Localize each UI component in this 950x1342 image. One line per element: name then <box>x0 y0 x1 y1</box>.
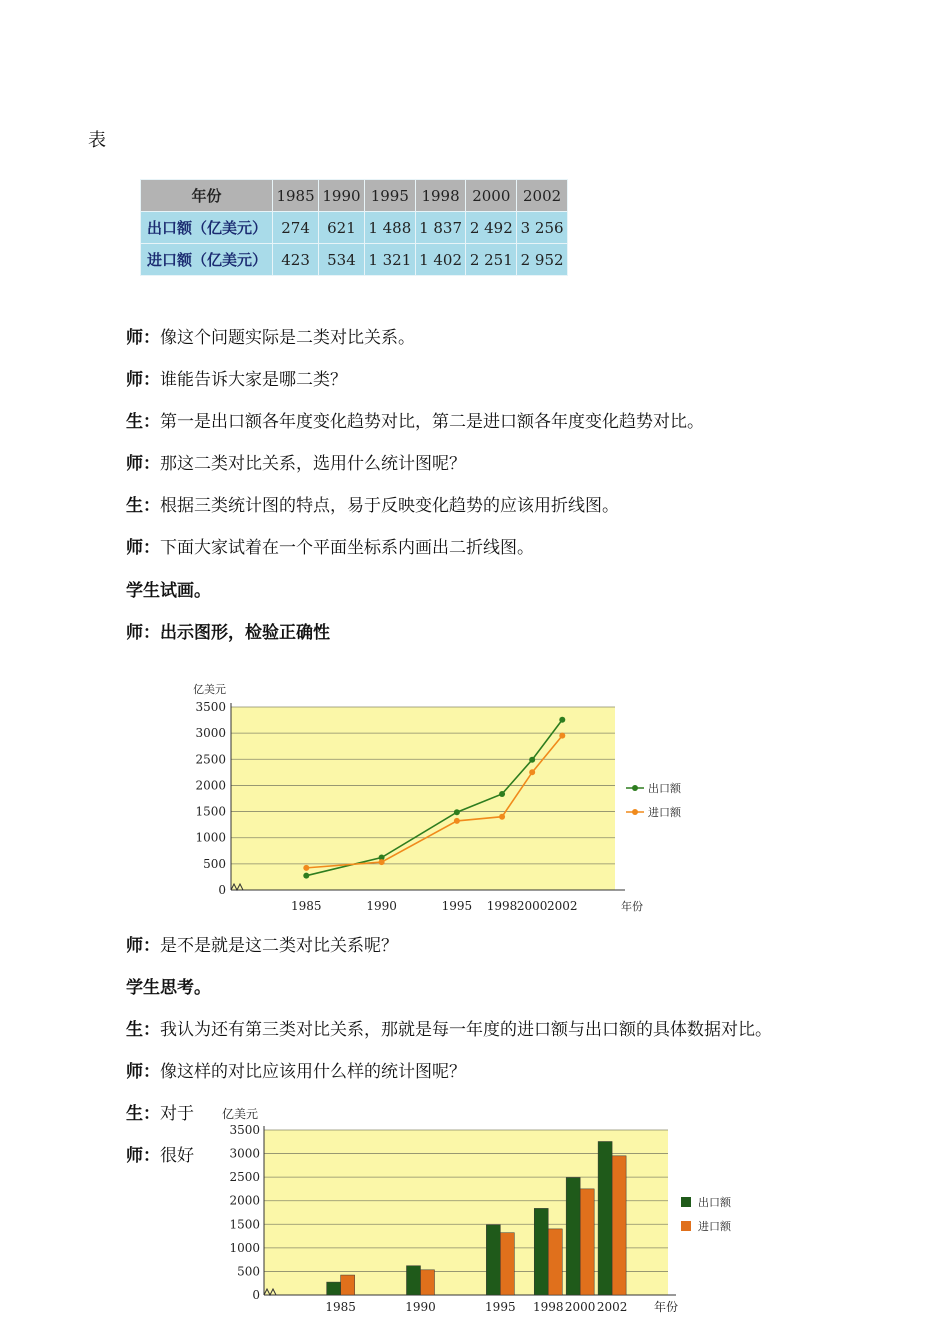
speaker-label: 师： <box>126 370 160 390</box>
speaker-label: 生： <box>126 412 160 432</box>
x-tick-label: 2000 <box>564 1300 596 1314</box>
y-axis-label: 亿美元 <box>222 1107 259 1121</box>
x-tick-label: 1998 <box>532 1300 564 1314</box>
speaker-label: 师： <box>126 1062 160 1082</box>
data-point <box>559 717 565 723</box>
bar <box>327 1282 341 1295</box>
bar-chart <box>214 1100 754 1325</box>
bar <box>341 1275 355 1295</box>
table-cell: 423 <box>273 244 319 276</box>
dialogue-line <box>126 935 398 957</box>
x-tick-label: 1985 <box>325 1300 356 1314</box>
data-point <box>454 809 460 815</box>
table-cell: 621 <box>319 212 365 244</box>
speaker-label: 生： <box>126 496 160 516</box>
data-point <box>529 757 535 763</box>
table-cell: 1 488 <box>364 212 415 244</box>
table-cell: 2 492 <box>466 212 517 244</box>
y-tick-label: 2500 <box>195 752 226 767</box>
legend-label: 进口额 <box>648 806 681 819</box>
table-header-cell: 1998 <box>415 180 466 212</box>
table-row <box>141 244 568 276</box>
data-point <box>529 769 535 775</box>
legend-marker <box>632 809 638 815</box>
bar <box>566 1178 580 1295</box>
dialogue-line <box>126 1145 194 1167</box>
data-point <box>559 733 565 739</box>
data-point <box>454 818 460 824</box>
line-text: 谁能告诉大家是哪二类？ <box>160 370 347 390</box>
table-cell: 1 321 <box>364 244 415 276</box>
table-cell: 3 256 <box>517 212 568 244</box>
line-text: 第一是出口额各年度变化趋势对比，第二是进口额各年度变化趋势对比。 <box>160 412 704 432</box>
dialogue-line <box>126 580 211 602</box>
x-tick-label: 1995 <box>485 1300 516 1314</box>
y-tick-label: 1500 <box>195 804 226 819</box>
table-header-cell: 1990 <box>319 180 365 212</box>
dialogue-line <box>126 977 211 999</box>
table-cell: 进口额（亿美元） <box>141 244 273 276</box>
table-cell: 1 837 <box>415 212 466 244</box>
line-text: 是不是就是这二类对比关系呢？ <box>160 936 398 956</box>
x-tick-label: 1985 <box>291 899 322 913</box>
line-text: 很好 <box>160 1146 194 1166</box>
speaker-label: 师： <box>126 1146 160 1166</box>
data-point <box>499 814 505 820</box>
line-text: 对于 <box>160 1104 194 1124</box>
table-row <box>141 212 568 244</box>
y-tick-label: 0 <box>218 883 226 897</box>
line-text: 像这个问题实际是二类对比关系。 <box>160 328 415 348</box>
table-cell: 274 <box>273 212 319 244</box>
table-header-cell: 1985 <box>273 180 319 212</box>
x-tick-label: 1990 <box>405 1300 436 1314</box>
dialogue-line <box>126 1103 194 1125</box>
y-tick-label: 3500 <box>195 700 226 714</box>
data-point <box>499 791 505 797</box>
line-text: 根据三类统计图的特点，易于反映变化趋势的应该用折线图。 <box>160 496 619 516</box>
dialogue-line <box>126 622 330 644</box>
bar <box>486 1225 500 1295</box>
speaker-label: 师： <box>126 538 160 558</box>
bar <box>598 1142 612 1295</box>
dialogue-line <box>126 1019 772 1041</box>
plot-area <box>231 707 615 890</box>
table-header-row <box>141 180 568 212</box>
bar <box>406 1266 420 1295</box>
y-tick-label: 2500 <box>229 1170 260 1185</box>
table-header-cell: 年份 <box>141 180 273 212</box>
y-tick-label: 1000 <box>229 1240 260 1255</box>
y-tick-label: 3000 <box>229 1146 260 1161</box>
speaker-label: 生： <box>126 1020 160 1040</box>
table-cell: 1 402 <box>415 244 466 276</box>
data-point <box>303 865 309 871</box>
table-cell: 2 952 <box>517 244 568 276</box>
line-text: 学生思考。 <box>126 978 211 998</box>
y-tick-label: 1000 <box>195 830 226 845</box>
y-tick-label: 500 <box>203 856 226 871</box>
x-tick-label: 1998 <box>486 899 518 913</box>
legend-label: 出口额 <box>648 782 681 795</box>
data-table <box>140 179 568 276</box>
dialogue-line <box>126 495 619 517</box>
line-text: 像这样的对比应该用什么样的统计图呢？ <box>160 1062 466 1082</box>
speaker-label: 生： <box>126 1104 160 1124</box>
line-text: 师：出示图形，检验正确性 <box>126 623 330 643</box>
y-tick-label: 500 <box>237 1264 260 1279</box>
legend-marker <box>632 785 638 791</box>
x-tick-label: 1995 <box>441 899 473 913</box>
table-cell: 2 251 <box>466 244 517 276</box>
bar <box>612 1156 626 1295</box>
x-tick-label: 1990 <box>366 899 397 913</box>
bar <box>548 1229 562 1295</box>
data-point <box>303 873 309 879</box>
y-tick-label: 1500 <box>229 1217 260 1232</box>
dialogue-line <box>126 1061 466 1083</box>
dialogue-line <box>126 327 415 349</box>
table-header-cell: 1995 <box>364 180 415 212</box>
legend-swatch <box>681 1221 691 1231</box>
line-text: 下面大家试着在一个平面坐标系内画出二折线图。 <box>160 538 534 558</box>
table-cell: 534 <box>319 244 365 276</box>
bar <box>420 1270 434 1295</box>
speaker-label: 师： <box>126 454 160 474</box>
y-tick-label: 2000 <box>195 778 226 793</box>
table-label: 表 <box>88 130 106 151</box>
line-text: 那这二类对比关系，选用什么统计图呢？ <box>160 454 466 474</box>
x-axis-label: 年份 <box>654 1300 679 1314</box>
y-tick-label: 3500 <box>229 1123 260 1137</box>
line-chart <box>180 676 700 916</box>
dialogue-line <box>126 537 534 559</box>
y-tick-label: 0 <box>252 1288 260 1302</box>
table-header-cell: 2002 <box>517 180 568 212</box>
bar <box>534 1208 548 1295</box>
dialogue-line <box>126 411 704 433</box>
speaker-label: 师： <box>126 936 160 956</box>
line-text: 我认为还有第三类对比关系，那就是每一年度的进口额与出口额的具体数据对比。 <box>160 1020 772 1040</box>
y-axis-label: 亿美元 <box>193 683 226 696</box>
table-cell: 出口额（亿美元） <box>141 212 273 244</box>
y-tick-label: 3000 <box>195 726 226 741</box>
legend-label: 出口额 <box>698 1196 731 1209</box>
y-tick-label: 2000 <box>229 1193 260 1208</box>
table-header-cell: 2000 <box>466 180 517 212</box>
data-point <box>379 859 385 865</box>
dialogue-line <box>126 369 347 391</box>
x-tick-label: 2002 <box>596 1300 628 1314</box>
bar <box>580 1189 594 1295</box>
x-tick-label: 2002 <box>547 899 578 913</box>
bar <box>500 1233 514 1295</box>
dialogue-line <box>126 453 466 475</box>
speaker-label: 师： <box>126 328 160 348</box>
x-tick-label: 2000 <box>516 899 548 913</box>
legend-label: 进口额 <box>698 1220 731 1233</box>
line-text: 学生试画。 <box>126 581 211 601</box>
x-axis-label: 年份 <box>621 900 643 913</box>
legend-swatch <box>681 1197 691 1207</box>
